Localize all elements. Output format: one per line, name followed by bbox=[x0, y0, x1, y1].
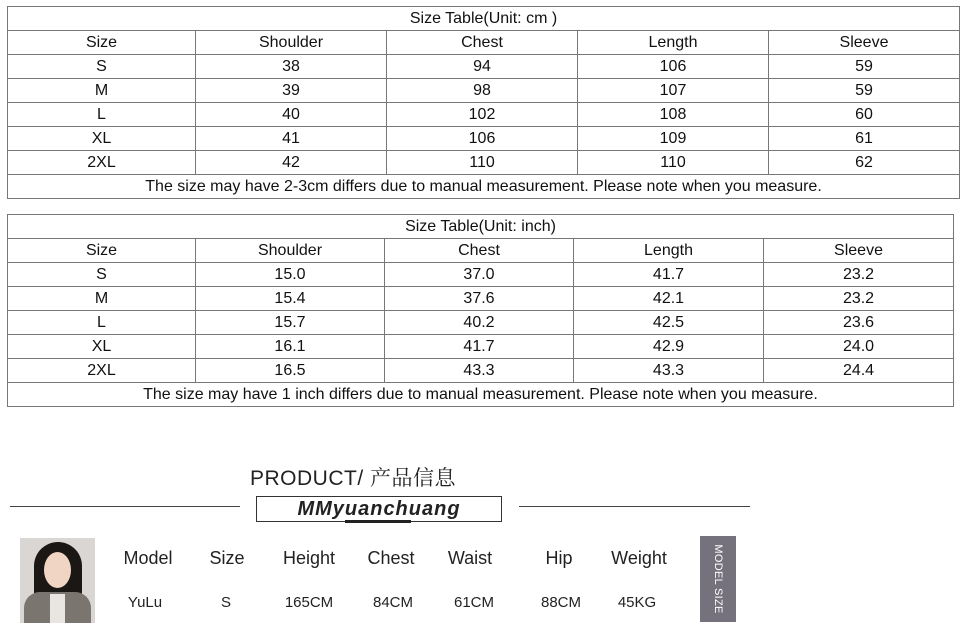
column-header: Length bbox=[578, 31, 769, 55]
table-cell: 98 bbox=[387, 79, 578, 103]
table-cell: 15.0 bbox=[196, 263, 385, 287]
table-cell: 2XL bbox=[8, 151, 196, 175]
table-cell: 2XL bbox=[8, 359, 196, 383]
table-cell: 62 bbox=[769, 151, 960, 175]
table-row bbox=[8, 287, 954, 311]
model-photo bbox=[20, 538, 95, 623]
model-header-model: Model bbox=[123, 548, 173, 568]
table-row bbox=[8, 335, 954, 359]
table-note: The size may have 2-3cm differs due to manual measurement. Please note when you measure. bbox=[8, 175, 960, 199]
table-cell: M bbox=[8, 79, 196, 103]
table-note-row bbox=[8, 175, 960, 199]
table-row bbox=[8, 55, 960, 79]
table-cell: 59 bbox=[769, 79, 960, 103]
table-cell: 15.4 bbox=[196, 287, 385, 311]
divider-right bbox=[519, 506, 750, 507]
table-row bbox=[8, 127, 960, 151]
table-cell: 42.5 bbox=[574, 311, 764, 335]
model-size-tag-label: MODEL SIZE bbox=[712, 544, 724, 614]
table-row bbox=[8, 79, 960, 103]
column-header: Shoulder bbox=[196, 239, 385, 263]
column-header: Sleeve bbox=[769, 31, 960, 55]
table-cell: XL bbox=[8, 127, 196, 151]
table-cell: 41.7 bbox=[385, 335, 574, 359]
table-cell: 23.2 bbox=[764, 287, 954, 311]
table-cell: 39 bbox=[196, 79, 387, 103]
table-cell: 43.3 bbox=[574, 359, 764, 383]
column-header: Shoulder bbox=[196, 31, 387, 55]
table-cell: 41 bbox=[196, 127, 387, 151]
table-cell: 109 bbox=[578, 127, 769, 151]
table-row bbox=[8, 359, 954, 383]
table-cell: 107 bbox=[578, 79, 769, 103]
table-cell: 15.7 bbox=[196, 311, 385, 335]
table-header-row bbox=[8, 31, 960, 55]
table-cell: 37.6 bbox=[385, 287, 574, 311]
column-header: Size bbox=[8, 239, 196, 263]
table-title-row bbox=[8, 7, 960, 31]
table-cell: 24.4 bbox=[764, 359, 954, 383]
table-cell: L bbox=[8, 311, 196, 335]
model-header-height: Height bbox=[282, 548, 336, 568]
table-cell: 41.7 bbox=[574, 263, 764, 287]
column-header: Chest bbox=[385, 239, 574, 263]
table-cell: 24.0 bbox=[764, 335, 954, 359]
column-header: Length bbox=[574, 239, 764, 263]
table-title-row bbox=[8, 215, 954, 239]
table-title: Size Table(Unit: cm ) bbox=[8, 7, 960, 31]
table-cell: 23.2 bbox=[764, 263, 954, 287]
table-row bbox=[8, 103, 960, 127]
model-value-chest: 84CM bbox=[372, 594, 414, 611]
table-cell: 106 bbox=[387, 127, 578, 151]
product-heading: PRODUCT/ 产品信息 bbox=[250, 467, 456, 490]
table-cell: XL bbox=[8, 335, 196, 359]
table-cell: 40 bbox=[196, 103, 387, 127]
model-face bbox=[44, 552, 71, 588]
column-header: Sleeve bbox=[764, 239, 954, 263]
table-title: Size Table(Unit: inch) bbox=[8, 215, 954, 239]
table-cell: 37.0 bbox=[385, 263, 574, 287]
table-row bbox=[8, 311, 954, 335]
table-cell: S bbox=[8, 263, 196, 287]
table-cell: 23.6 bbox=[764, 311, 954, 335]
model-value-size: S bbox=[220, 594, 232, 611]
column-header: Chest bbox=[387, 31, 578, 55]
brand-logo: MMyuanchuang bbox=[256, 496, 502, 522]
model-value-name: YuLu bbox=[127, 594, 163, 611]
table-cell: 42.9 bbox=[574, 335, 764, 359]
table-cell: S bbox=[8, 55, 196, 79]
table-cell: 102 bbox=[387, 103, 578, 127]
model-value-hip: 88CM bbox=[540, 594, 582, 611]
model-header-chest: Chest bbox=[367, 548, 415, 568]
table-cell: 94 bbox=[387, 55, 578, 79]
model-value-height: 165CM bbox=[284, 594, 334, 611]
table-cell: 38 bbox=[196, 55, 387, 79]
table-cell: 42 bbox=[196, 151, 387, 175]
brand-underline bbox=[345, 520, 411, 523]
table-cell: 110 bbox=[387, 151, 578, 175]
table-cell: M bbox=[8, 287, 196, 311]
table-cell: 61 bbox=[769, 127, 960, 151]
table-cell: 59 bbox=[769, 55, 960, 79]
model-header-waist: Waist bbox=[447, 548, 493, 568]
model-value-waist: 61CM bbox=[453, 594, 495, 611]
table-cell: 106 bbox=[578, 55, 769, 79]
column-header: Size bbox=[8, 31, 196, 55]
table-row bbox=[8, 151, 960, 175]
table-header-row bbox=[8, 239, 954, 263]
table-cell: 110 bbox=[578, 151, 769, 175]
divider-left bbox=[10, 506, 240, 507]
size-table-inch bbox=[7, 214, 954, 407]
model-header-hip: Hip bbox=[545, 548, 573, 568]
size-table-cm bbox=[7, 6, 960, 199]
table-cell: 16.5 bbox=[196, 359, 385, 383]
table-cell: 43.3 bbox=[385, 359, 574, 383]
table-cell: 16.1 bbox=[196, 335, 385, 359]
table-cell: 40.2 bbox=[385, 311, 574, 335]
model-size-tag bbox=[700, 536, 736, 622]
table-row bbox=[8, 263, 954, 287]
table-cell: 60 bbox=[769, 103, 960, 127]
table-cell: 108 bbox=[578, 103, 769, 127]
table-note: The size may have 1 inch differs due to manual measurement. Please note when you measure. bbox=[8, 383, 954, 407]
table-cell: 42.1 bbox=[574, 287, 764, 311]
table-cell: L bbox=[8, 103, 196, 127]
table-note-row bbox=[8, 383, 954, 407]
model-header-weight: Weight bbox=[611, 548, 667, 568]
model-value-weight: 45KG bbox=[617, 594, 657, 611]
model-shirt bbox=[50, 594, 65, 623]
model-header-size: Size bbox=[209, 548, 245, 568]
